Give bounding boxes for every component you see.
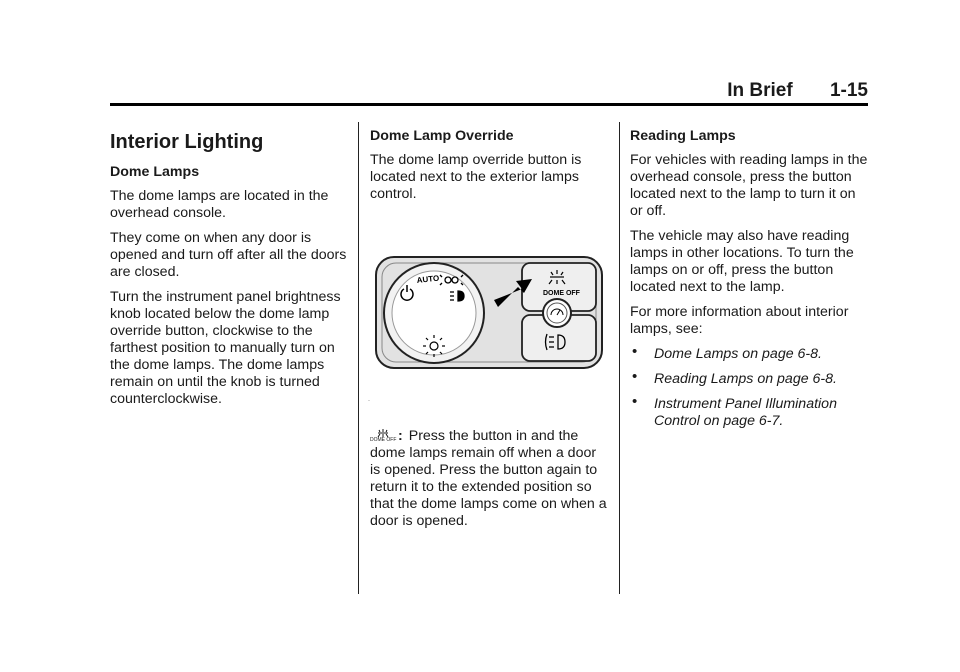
header-section-title: In Brief bbox=[727, 80, 793, 101]
column-1 bbox=[110, 124, 350, 416]
dome-override-para: The dome lamp override button is located next to the exterior lamps control. bbox=[370, 152, 582, 202]
dome-off-description: Press the button in and the dome lamps remain off when a door is opened. Press the button again to return it to the extended position so that the dome lamps come on when a door is opened. bbox=[370, 428, 607, 529]
dome-off-symbol-paragraph: DOME OFF : Press the button in and the dome lamps remain off when a door is opened. Press the button again to return it to the extended position so that the dome lamps come on when a door is opened. bbox=[370, 428, 607, 529]
column-divider-1 bbox=[358, 122, 359, 594]
section-title: Interior Lighting bbox=[110, 131, 264, 153]
dome-off-icon-text: DOME OFF bbox=[370, 437, 397, 443]
auto-label: AUTO bbox=[416, 273, 440, 285]
figure-mark: · bbox=[368, 398, 370, 404]
reference-link-dome-lamps[interactable]: • Dome Lamps on page 6-8. bbox=[630, 346, 870, 363]
reference-list bbox=[630, 346, 870, 430]
reading-lamps-para-3: For more information about interior lamps, see: bbox=[630, 304, 849, 337]
reference-link-reading-lamps[interactable]: • Reading Lamps on page 6-8. bbox=[630, 371, 870, 388]
lamp-control-figure bbox=[374, 255, 604, 370]
reading-lamps-para-1: For vehicles with reading lamps in the overhead console, press the button located next to the lamp to turn it on or off. bbox=[630, 152, 868, 219]
dome-lamps-para-2: They come on when any door is opened and turn off after all the doors are closed. bbox=[110, 230, 347, 280]
dome-lamps-heading: Dome Lamps bbox=[110, 164, 200, 180]
reference-link-panel-illumination[interactable]: • Instrument Panel Illumination Control on page 6-7. bbox=[630, 396, 870, 430]
column-3 bbox=[630, 124, 870, 438]
header-page-number: 1-15 bbox=[829, 80, 868, 101]
column-divider-2 bbox=[619, 122, 620, 594]
dome-off-label: DOME OFF bbox=[543, 290, 580, 297]
column-2 bbox=[370, 124, 606, 211]
dome-override-heading: Dome Lamp Override bbox=[370, 128, 514, 144]
dome-off-icon bbox=[370, 428, 396, 444]
header-rule bbox=[110, 103, 868, 106]
dome-lamps-para-1: The dome lamps are located in the overhead console. bbox=[110, 188, 329, 221]
reading-lamps-para-2: The vehicle may also have reading lamps in other locations. To turn the lamps on or off, press the button located next to the lamp. bbox=[630, 228, 854, 295]
reading-lamps-heading: Reading Lamps bbox=[630, 128, 736, 144]
dome-lamps-para-3: Turn the instrument panel brightness knob located below the dome lamp override button, clockwise to the farthest position to manually turn on the dome lamps. The dome lamps remain on until the knob is turned counterclockwise. bbox=[110, 289, 341, 407]
page-header bbox=[110, 80, 868, 102]
